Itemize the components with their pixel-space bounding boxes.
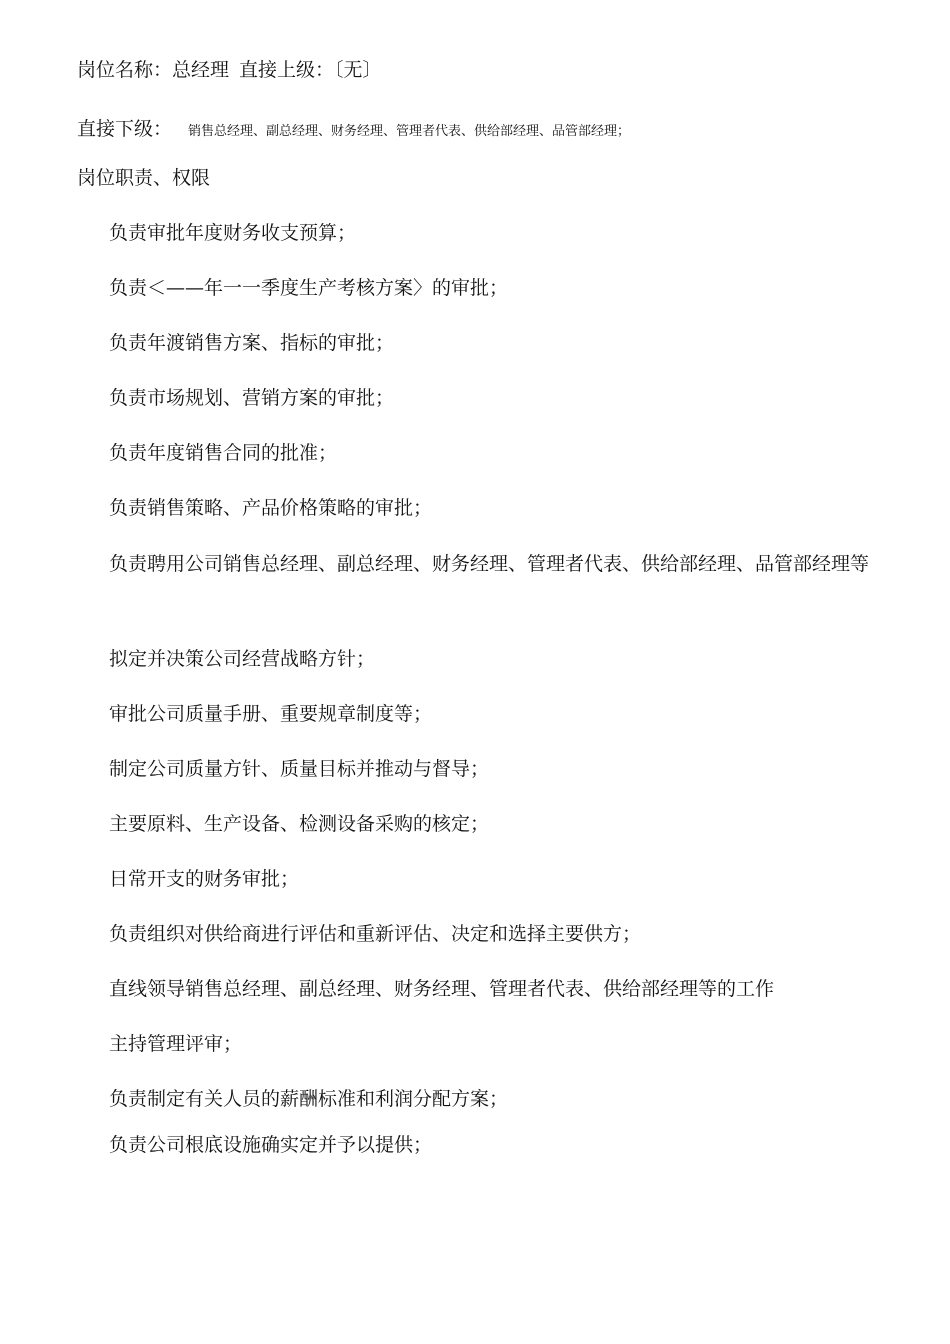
position-info-line — [77, 58, 382, 82]
subordinates-value: 销售总经理、副总经理、财务经理、管理者代表、供给部经理、品管部经理； — [188, 124, 631, 139]
duty-item: 负责市场规划、营销方案的审批； — [109, 387, 395, 409]
duty-item: 负责年渡销售方案、指标的审批； — [109, 332, 395, 354]
duty-item: 负责组织对供给商进行评估和重新评估、决定和选择主要供方； — [109, 923, 642, 945]
duty-item: 直线领导销售总经理、副总经理、财务经理、管理者代表、供给部经理等的工作 — [109, 978, 775, 1000]
superior-label: 直接上级： — [239, 59, 335, 81]
duty-item: 日常开支的财务审批； — [109, 868, 300, 890]
duty-item: 主要原料、生产设备、检测设备采购的核定； — [109, 813, 490, 835]
duty-item: 负责年度销售合同的批准； — [109, 442, 338, 464]
duty-item: 负责公司根底设施确实定并予以提供； — [109, 1134, 433, 1156]
duty-item: 负责制定有关人员的薪酬标准和利润分配方案； — [109, 1088, 509, 1110]
duty-item: 审批公司质量手册、重要规章制度等； — [109, 703, 433, 725]
duty-item: 负责销售策略、产品价格策略的审批； — [109, 497, 433, 519]
position-label: 岗位名称： — [77, 59, 173, 81]
duty-item: 制定公司质量方针、质量目标并推动与督导； — [109, 758, 490, 780]
subordinates-label: 直接下级： — [77, 118, 173, 140]
duty-item: 拟定并决策公司经营战略方针； — [109, 648, 376, 670]
subordinates-line — [77, 117, 630, 142]
duty-item: 主持管理评审； — [109, 1033, 243, 1055]
duty-item: 负责审批年度财务收支预算； — [109, 222, 357, 244]
superior-value: 〔无〕 — [334, 59, 382, 81]
duty-item: 负责聘用公司销售总经理、副总经理、财务经理、管理者代表、供给部经理、品管部经理等 — [109, 553, 870, 575]
duty-item: 负责＜——年一一季度生产考核方案〉的审批； — [109, 277, 509, 299]
position-value: 总经理 — [172, 59, 230, 81]
section-title: 岗位职责、权限 — [77, 167, 211, 189]
